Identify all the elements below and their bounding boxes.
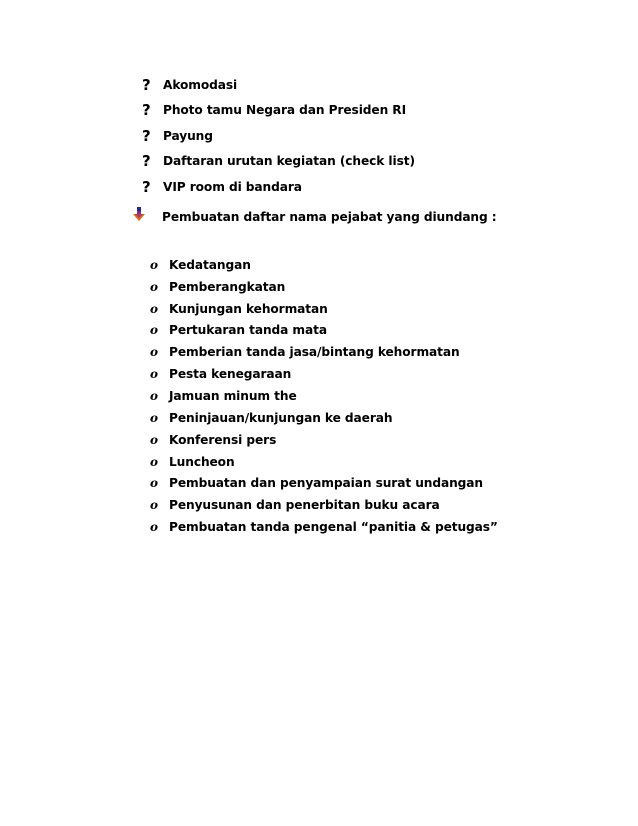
list-item — [150, 494, 498, 516]
list-item-text: Jamuan minum the — [169, 388, 297, 403]
question-bullet: ? — [142, 152, 151, 171]
list-item — [142, 123, 415, 149]
o-bullet: o — [150, 279, 158, 294]
list-item-text: Photo tamu Negara dan Presiden RI — [163, 103, 407, 118]
o-bullet: o — [150, 345, 158, 360]
list-item-text: Pemberangkatan — [169, 279, 286, 294]
question-bullet-list — [142, 72, 415, 200]
list-item-text: Kedatangan — [169, 257, 251, 272]
list-item — [150, 516, 498, 538]
section-heading — [132, 210, 497, 224]
list-item-text: Kunjungan kehormatan — [169, 301, 328, 316]
list-item — [150, 298, 498, 320]
o-bullet: o — [150, 323, 158, 338]
o-bullet-list — [150, 254, 498, 538]
list-item-text: Payung — [163, 128, 213, 143]
list-item-text: Pembuatan tanda pengenal “panitia & petugas” — [169, 520, 498, 535]
list-item — [142, 72, 415, 98]
section-heading-text: Pembuatan daftar nama pejabat yang diundang : — [162, 210, 497, 224]
list-item-text: Daftaran urutan kegiatan (check list) — [163, 154, 415, 169]
arrow-down-icon — [132, 210, 162, 224]
list-item-text: Konferensi pers — [169, 432, 277, 447]
o-bullet: o — [150, 432, 158, 447]
o-bullet: o — [150, 301, 158, 316]
question-bullet: ? — [142, 177, 151, 196]
o-bullet: o — [150, 454, 158, 469]
list-item — [150, 276, 498, 298]
o-bullet: o — [150, 388, 158, 403]
question-bullet: ? — [142, 75, 151, 94]
list-item-text: Penyusunan dan penerbitan buku acara — [169, 498, 440, 513]
list-item — [142, 98, 415, 124]
list-item — [150, 407, 498, 429]
o-bullet: o — [150, 257, 158, 272]
question-bullet: ? — [142, 101, 151, 120]
list-item — [150, 254, 498, 276]
list-item-text: Pembuatan dan penyampaian surat undangan — [169, 476, 484, 491]
list-item — [150, 320, 498, 342]
list-item — [142, 174, 415, 200]
o-bullet: o — [150, 476, 158, 491]
list-item-text: Pesta kenegaraan — [169, 367, 292, 382]
list-item-text: Luncheon — [169, 454, 235, 469]
question-bullet: ? — [142, 126, 151, 145]
list-item — [150, 472, 498, 494]
list-item — [150, 451, 498, 473]
list-item-text: VIP room di bandara — [163, 179, 302, 194]
o-bullet: o — [150, 367, 158, 382]
list-item — [142, 149, 415, 175]
list-item-text: Pemberian tanda jasa/bintang kehormatan — [169, 345, 460, 360]
o-bullet: o — [150, 498, 158, 513]
o-bullet: o — [150, 410, 158, 425]
list-item-text: Pertukaran tanda mata — [169, 323, 327, 338]
list-item-text: Akomodasi — [163, 77, 238, 92]
list-item — [150, 363, 498, 385]
list-item — [150, 385, 498, 407]
o-bullet: o — [150, 520, 158, 535]
list-item-text: Peninjauan/kunjungan ke daerah — [169, 410, 393, 425]
list-item — [150, 341, 498, 363]
list-item — [150, 429, 498, 451]
